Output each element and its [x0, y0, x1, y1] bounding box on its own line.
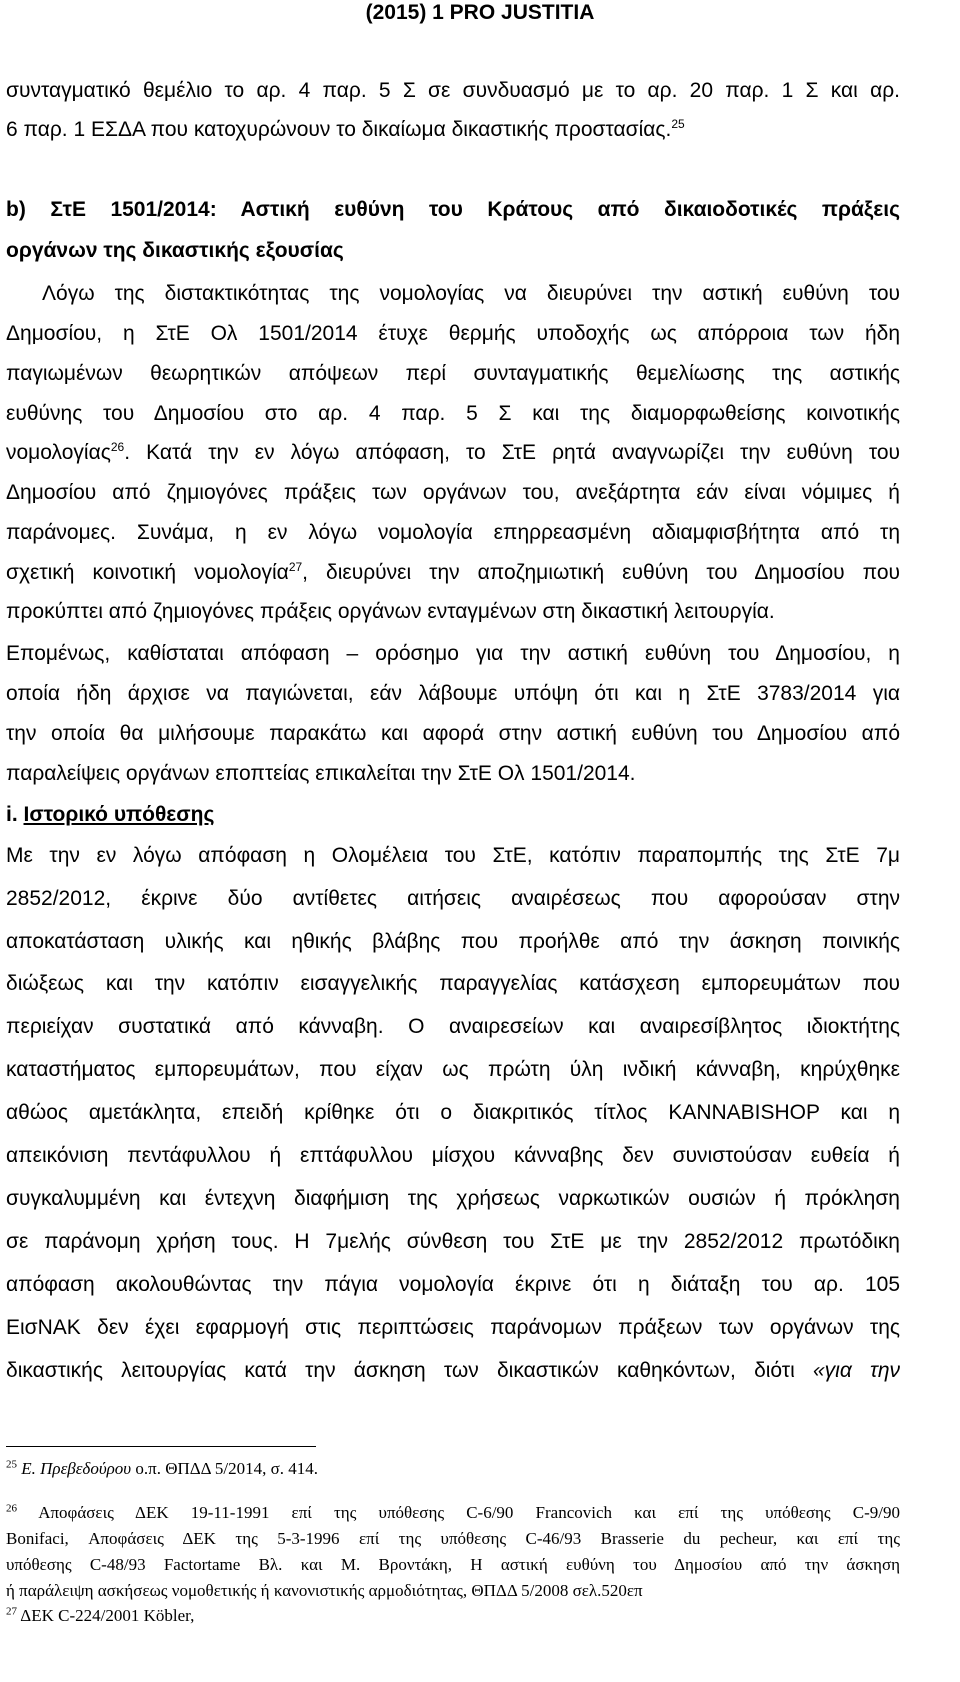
footnote-ref-26[interactable]: 26: [110, 440, 125, 454]
section-number: i.: [6, 803, 24, 826]
text-span: δικαστικής λειτουργίας κατά την άσκηση των δικαστικών καθηκόντων, διότι: [6, 1359, 813, 1382]
text-line: [6, 1144, 900, 1168]
footnote-text: ο.π. ΘΠΔΔ 5/2014, σ. 414.: [131, 1459, 319, 1478]
text-span: παράνομες. Συνάμα, η εν λόγω νομολογία επηρρεασμένη αδιαμφισβήτητα από τη: [6, 521, 900, 544]
quote-start: «για την: [812, 1359, 900, 1382]
footnote-text: ή παράλειψη ασκήσεως νομοθετικής ή κανονιστικής αρμοδιότητας, ΘΠΔΔ 5/2008 σελ.520επ: [6, 1581, 643, 1600]
text-span: οργάνων της δικαστικής εξουσίας: [6, 239, 344, 262]
footnote-26-line: [6, 1528, 900, 1550]
footnote-27: [6, 1605, 900, 1627]
text-span: ΕισΝΑΚ δεν έχει εφαρμογή στις περιπτώσεις παράνομων πράξεων των οργάνων της: [6, 1316, 900, 1339]
text-line: [6, 600, 900, 624]
text-line: [6, 1101, 900, 1125]
text-line: [6, 322, 900, 346]
text-line: [6, 1058, 900, 1082]
text-span: την οποία θα μιλήσουμε παρακάτω και αφορά στην αστική ευθύνη του Δημοσίου από: [6, 722, 900, 745]
text-span: απεικόνιση πεντάφυλλου ή επτάφυλλου μίσχου κάνναβης δεν συνιστούσαν ευθεία ή: [6, 1144, 900, 1167]
text-span: περιείχαν συστατικά από κάνναβη. Ο αναιρεσείων και αναιρεσίβλητος ιδιοκτήτης: [6, 1015, 900, 1038]
text-line: [6, 1230, 900, 1254]
text-span: συνταγματικό θεμέλιο το αρ. 4 παρ. 5 Σ σε συνδυασμό με το αρ. 20 παρ. 1 Σ και αρ.: [6, 79, 900, 102]
text-span: αποκατάσταση υλικής και ηθικής βλάβης που προήλθε από την άσκηση ποινικής: [6, 930, 900, 953]
footnote-number: 25: [6, 1458, 17, 1471]
text-line: [6, 481, 900, 505]
footnote-26-line: [6, 1554, 900, 1576]
text-span: συγκαλυμμένη και έντεχνη διαφήμιση της χρήσεως ναρκωτικών ουσιών ή πρόκληση: [6, 1187, 900, 1210]
text-span: απόφαση ακολουθώντας την πάγια νομολογία έκρινε ότι η διάταξη του αρ. 105: [6, 1273, 900, 1296]
text-line: [6, 930, 900, 954]
footnote-text: υπόθεσης C-48/93 Factortame Βλ. και Μ. Βροντάκη, Η αστική ευθύνη του Δημοσίου από την άσκηση: [6, 1555, 900, 1574]
footnote-author: Ε. Πρεβεδούρου: [21, 1459, 132, 1478]
footnote-25: [6, 1458, 900, 1480]
text-line: [6, 844, 900, 868]
text-span: οποία ήδη άρχισε να παγιώνεται, εάν λάβουμε υπόψη ότι και η ΣτΕ 3783/2014 για: [6, 682, 900, 705]
text-span: παγιωμένων θεωρητικών απόψεων περί συνταγματικής θεμελίωσης της αστικής: [6, 362, 900, 385]
text-line: [6, 79, 900, 103]
text-line: [6, 118, 900, 142]
text-span: Δημοσίου, η ΣτΕ Ολ 1501/2014 έτυχε θερμής υποδοχής ως απόρροια των ήδη: [6, 322, 900, 345]
text-span: . Κατά την εν λόγω απόφαση, το ΣτΕ ρητά αναγνωρίζει την ευθύνη του: [124, 441, 900, 464]
text-line: [6, 521, 900, 545]
section-heading-i: [6, 803, 900, 827]
text-span: νομολογίας: [6, 441, 111, 464]
text-line: [6, 1316, 900, 1340]
text-line: [6, 441, 900, 465]
footnote-text: ΔΕΚ C-224/2001 Köbler,: [17, 1606, 195, 1625]
text-span: προκύπτει από ζημιογόνες πράξεις οργάνων ενταγμένων στη δικαστική λειτουργία.: [6, 600, 775, 623]
footnote-ref-25[interactable]: 25: [671, 117, 685, 131]
running-header: (2015) 1 PRO JUSTITIA: [365, 1, 595, 24]
text-line: [6, 972, 900, 996]
text-line: [6, 762, 900, 786]
text-line: [6, 1015, 900, 1039]
text-span: 6 παρ. 1 ΕΣΔΑ που κατοχυρώνουν το δικαίωμα δικαστικής προστασίας.: [6, 118, 672, 141]
text-span: σε παράνομη χρήση τους. Η 7μελής σύνθεση του ΣτΕ με την 2852/2012 πρωτόδικη: [6, 1230, 900, 1253]
text-span: 2852/2012, έκρινε δύο αντίθετες αιτήσεις αναιρέσεως που αφορούσαν στην: [6, 887, 900, 910]
footnote-text: Αποφάσεις ΔΕΚ 19-11-1991 επί της υπόθεσης C-6/90 Francovich και επί της υπόθεσης C-9/90: [38, 1503, 901, 1522]
section-title: Ιστορικό υπόθεσης: [23, 803, 215, 826]
text-line: [6, 1273, 900, 1297]
text-line: [6, 362, 900, 386]
text-span: Επομένως, καθίσταται απόφαση – ορόσημο για την αστική ευθύνη του Δημοσίου, η: [6, 642, 900, 665]
text-span: Με την εν λόγω απόφαση η Ολομέλεια του ΣτΕ, κατόπιν παραπομπής της ΣτΕ 7μ: [6, 844, 900, 867]
text-line: [6, 722, 900, 746]
footnote-ref-27[interactable]: 27: [288, 560, 303, 574]
text-line: [6, 561, 900, 585]
footnote-number: 27: [6, 1605, 17, 1618]
text-line: [6, 887, 900, 911]
text-span: καταστήματος εμπορευμάτων, που είχαν ως πρώτη ύλη ινδική κάνναβη, κηρύχθηκε: [6, 1058, 900, 1081]
text-span: b) ΣτΕ 1501/2014: Αστική ευθύνη του Κράτους από δικαιοδοτικές πράξεις: [6, 198, 900, 221]
footnote-separator: [6, 1446, 316, 1447]
text-span: αθώος αμετάκλητα, επειδή κρίθηκε ότι ο διακριτικός τίτλος KANNABISHOP και η: [6, 1101, 900, 1124]
text-span: σχετική κοινοτική νομολογία: [6, 561, 289, 584]
footnote-text: Bonifaci, Αποφάσεις ΔΕΚ της 5-3-1996 επί της υπόθεσης C-46/93 Brasserie du pecheur, και επί της: [6, 1529, 900, 1548]
text-span: , διευρύνει την αποζημιωτική ευθύνη του Δημοσίου που: [302, 561, 900, 584]
section-heading-b-cont: [6, 239, 900, 263]
footnote-number: 26: [6, 1502, 17, 1515]
text-span: Λόγω της διστακτικότητας της νομολογίας να διευρύνει την αστική ευθύνη του: [42, 282, 900, 305]
section-heading-b: [6, 198, 900, 222]
footnote-26-line: [6, 1580, 900, 1602]
text-line: [42, 282, 900, 306]
text-span: Δημοσίου από ζημιογόνες πράξεις των οργάνων του, ανεξάρτητα εάν είναι νόμιμες ή: [6, 481, 900, 504]
footnote-26: [6, 1502, 900, 1524]
text-line: [6, 402, 900, 426]
text-span: ευθύνης του Δημοσίου στο αρ. 4 παρ. 5 Σ και της διαμορφωθείσης κοινοτικής: [6, 402, 900, 425]
text-line: [6, 1359, 900, 1383]
text-line: [6, 682, 900, 706]
text-line: [6, 1187, 900, 1211]
text-span: διώξεως και την κατόπιν εισαγγελικής παραγγελίας κατάσχεση εμπορευμάτων που: [6, 972, 900, 995]
text-span: παραλείψεις οργάνων εποπτείας επικαλείται την ΣτΕ Ολ 1501/2014.: [6, 762, 636, 785]
text-line: [6, 642, 900, 666]
